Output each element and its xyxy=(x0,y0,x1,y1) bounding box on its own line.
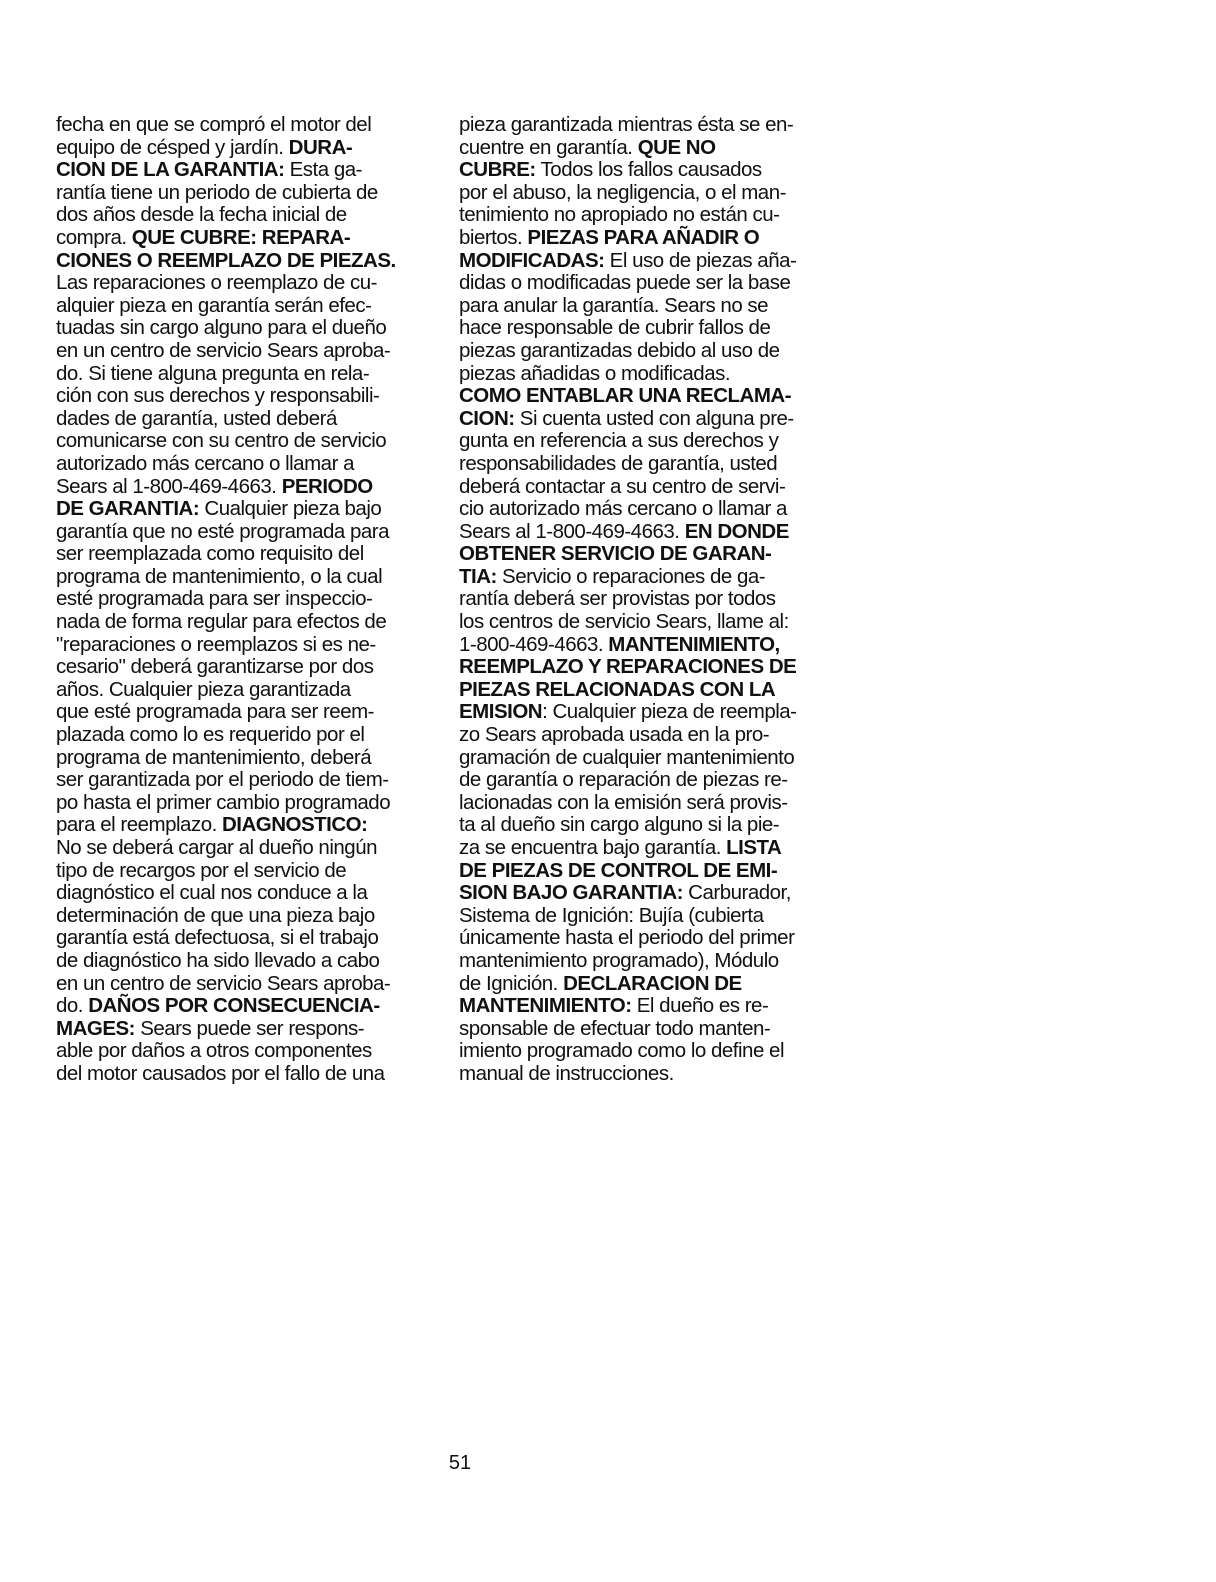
text-line xyxy=(56,1040,432,1063)
text-line xyxy=(56,679,432,702)
text-segment: alquier pieza en garantía serán efec- xyxy=(56,293,372,317)
text-line xyxy=(459,408,843,431)
text-line xyxy=(459,995,843,1018)
text-line xyxy=(56,1018,432,1041)
bold-heading-segment: COMO ENTABLAR UNA RECLAMA- xyxy=(459,384,792,408)
bold-heading-segment: DAÑOS POR CONSECUENCIA- xyxy=(88,994,380,1018)
text-segment: No se deberá cargar al dueño ningún xyxy=(56,836,377,859)
bold-heading-segment: MAGES: xyxy=(56,1016,135,1040)
bold-heading-segment: QUE CUBRE: REPARA- xyxy=(131,225,351,249)
text-line xyxy=(56,588,432,611)
text-line xyxy=(56,250,432,273)
bold-heading-segment: DE GARANTIA: xyxy=(56,497,200,521)
text-line xyxy=(56,1063,432,1086)
text-segment: compra. xyxy=(56,225,132,249)
bold-heading-segment: CUBRE: xyxy=(459,158,536,182)
text-line xyxy=(56,114,432,137)
text-segment: garantía está defectuosa, si el trabajo xyxy=(56,926,379,950)
bold-heading-segment: SION BAJO GARANTIA: xyxy=(459,881,683,905)
text-line xyxy=(459,295,843,318)
text-segment: Las reparaciones o reemplazo de cu- xyxy=(56,271,377,295)
text-line xyxy=(459,114,843,137)
text-line xyxy=(459,1040,843,1063)
text-segment: rantía tiene un periodo de cubierta de xyxy=(56,180,378,204)
text-line xyxy=(56,295,432,318)
bold-heading-segment: REEMPLAZO Y REPARACIONES DE xyxy=(459,655,797,679)
text-segment: nada de forma regular para efectos de xyxy=(56,610,387,634)
text-line xyxy=(459,882,843,905)
text-segment: mantenimiento programado), Módulo xyxy=(459,948,779,972)
text-line xyxy=(459,769,843,792)
text-segment: autorizado más cercano o llamar a xyxy=(56,451,354,475)
text-segment: responsabilidades de garantía, usted xyxy=(459,451,778,475)
text-line xyxy=(459,837,843,860)
text-segment: ser garantizada por el periodo de tiem- xyxy=(56,768,389,792)
text-segment: ta al dueño sin cargo alguno si la pie- xyxy=(459,813,780,837)
text-segment: Sears al 1-800-469-4663. xyxy=(459,519,685,543)
text-segment: años. Cualquier pieza garantizada xyxy=(56,677,351,701)
text-line xyxy=(56,204,432,227)
text-segment: equipo de césped y jardín. xyxy=(56,135,289,159)
text-line xyxy=(459,521,843,544)
text-segment: dos años desde la fecha inicial de xyxy=(56,203,347,227)
text-line xyxy=(459,137,843,160)
text-line xyxy=(459,860,843,883)
text-line xyxy=(459,476,843,499)
bold-heading-segment: QUE NO xyxy=(637,135,716,159)
text-line xyxy=(459,453,843,476)
text-line xyxy=(459,566,843,589)
text-segment: piezas garantizadas debido al uso de xyxy=(459,338,780,362)
text-segment: de Ignición. xyxy=(459,971,564,995)
text-segment: za se encuentra bajo garantía. xyxy=(459,836,727,859)
text-line xyxy=(459,950,843,973)
text-segment: cuentre en garantía. xyxy=(459,135,638,159)
text-segment: que esté programada para ser reem- xyxy=(56,700,375,724)
text-segment: los centros de servicio Sears, llame al: xyxy=(459,610,789,634)
text-segment: Sears puede ser respons- xyxy=(135,1016,365,1040)
text-line xyxy=(459,1018,843,1041)
text-line xyxy=(56,656,432,679)
text-line xyxy=(56,385,432,408)
text-segment: cesario" deberá garantizarse por dos xyxy=(56,655,374,679)
bold-heading-segment: EMISION xyxy=(459,700,543,724)
text-segment: piezas añadidas o modificadas. xyxy=(459,361,731,385)
text-line xyxy=(459,227,843,250)
text-line xyxy=(459,182,843,205)
text-segment: biertos. xyxy=(459,225,528,249)
text-segment: de garantía o reparación de piezas re- xyxy=(459,768,788,792)
bold-heading-segment: EN DONDE xyxy=(684,519,789,543)
text-line xyxy=(459,701,843,724)
text-line xyxy=(459,498,843,521)
text-segment: able por daños a otros componentes xyxy=(56,1039,372,1063)
text-line xyxy=(459,814,843,837)
right-text-column xyxy=(459,114,843,1086)
text-segment: "reparaciones o reemplazos si es ne- xyxy=(56,632,376,656)
bold-heading-segment: MANTENIMIENTO: xyxy=(459,994,632,1018)
text-line xyxy=(459,430,843,453)
text-segment: Servicio o reparaciones de ga- xyxy=(496,564,766,588)
text-line xyxy=(56,543,432,566)
text-line xyxy=(56,995,432,1018)
text-segment: El uso de piezas aña- xyxy=(604,248,797,272)
text-segment: para anular la garantía. Sears no se xyxy=(459,293,769,317)
text-segment: Esta ga- xyxy=(284,158,362,182)
text-segment: zo Sears aprobada usada en la pro- xyxy=(459,723,770,747)
text-line xyxy=(459,543,843,566)
text-line xyxy=(56,566,432,589)
bold-heading-segment: DURA- xyxy=(288,135,353,159)
text-line xyxy=(56,634,432,657)
text-segment: esté programada para ser inspeccio- xyxy=(56,587,373,611)
text-line xyxy=(459,792,843,815)
text-line xyxy=(56,927,432,950)
text-segment: 1-800-469-4663. xyxy=(459,632,609,656)
text-segment: Si cuenta usted con alguna pre- xyxy=(514,406,794,430)
text-segment: únicamente hasta el periodo del primer xyxy=(459,926,795,950)
text-segment: cio autorizado más cercano o llamar a xyxy=(459,497,787,521)
text-segment: Cualquier pieza bajo xyxy=(199,497,382,521)
text-segment: do. Si tiene alguna pregunta en rela- xyxy=(56,361,370,385)
text-segment: tenimiento no apropiado no están cu- xyxy=(459,203,780,227)
text-line xyxy=(56,317,432,340)
text-line xyxy=(56,498,432,521)
text-segment: diagnóstico el cual nos conduce a la xyxy=(56,881,368,905)
text-line xyxy=(56,408,432,431)
bold-heading-segment: LISTA xyxy=(726,836,782,859)
text-line xyxy=(56,227,432,250)
text-segment: para el reemplazo. xyxy=(56,813,222,837)
text-segment: deberá contactar a su centro de servi- xyxy=(459,474,786,498)
text-segment: plazada como lo es requerido por el xyxy=(56,723,365,747)
text-line xyxy=(56,521,432,544)
text-segment: Sistema de Ignición: Bujía (cubierta xyxy=(459,903,764,927)
bold-heading-segment: PIEZAS PARA AÑADIR O xyxy=(527,225,760,249)
text-segment: del motor causados por el fallo de una xyxy=(56,1061,385,1085)
bold-heading-segment: TIA: xyxy=(459,564,497,588)
text-segment: dades de garantía, usted deberá xyxy=(56,406,337,430)
text-segment: imiento programado como lo define el xyxy=(459,1039,784,1063)
bold-heading-segment: DE PIEZAS DE CONTROL DE EMI- xyxy=(459,858,778,882)
text-segment: do. xyxy=(56,994,89,1018)
text-line xyxy=(56,476,432,499)
bold-heading-segment: OBTENER SERVICIO DE GARAN- xyxy=(459,542,772,566)
text-segment: lacionadas con la emisión será provis- xyxy=(459,790,788,814)
text-line xyxy=(56,837,432,860)
text-line xyxy=(56,137,432,160)
text-line xyxy=(56,701,432,724)
text-line xyxy=(56,814,432,837)
text-line xyxy=(56,611,432,634)
text-line xyxy=(56,950,432,973)
text-segment: programa de mantenimiento, deberá xyxy=(56,745,372,769)
page-number: 51 xyxy=(448,1452,472,1474)
text-line xyxy=(56,340,432,363)
text-line xyxy=(459,656,843,679)
text-line xyxy=(56,769,432,792)
bold-heading-segment: DECLARACION DE xyxy=(563,971,742,995)
bold-heading-segment: CIONES O REEMPLAZO DE PIEZAS. xyxy=(56,248,396,272)
text-segment: gramación de cualquier mantenimiento xyxy=(459,745,795,769)
bold-heading-segment: CION: xyxy=(459,406,515,430)
text-segment: por el abuso, la negligencia, o el man- xyxy=(459,180,786,204)
bold-heading-segment: PIEZAS RELACIONADAS CON LA xyxy=(459,677,776,701)
text-line xyxy=(459,905,843,928)
text-segment: gunta en referencia a sus derechos y xyxy=(459,429,779,453)
text-segment: comunicarse con su centro de servicio xyxy=(56,429,387,453)
text-segment: sponsable de efectuar todo manten- xyxy=(459,1016,771,1040)
text-segment: El dueño es re- xyxy=(631,994,769,1018)
text-segment: Sears al 1-800-469-4663. xyxy=(56,474,282,498)
text-line xyxy=(459,159,843,182)
bold-heading-segment: DIAGNOSTICO: xyxy=(221,813,368,837)
text-line xyxy=(459,250,843,273)
text-segment: en un centro de servicio Sears aproba- xyxy=(56,971,391,995)
text-segment: didas o modificadas puede ser la base xyxy=(459,271,791,295)
text-segment: programa de mantenimiento, o la cual xyxy=(56,564,383,588)
bold-heading-segment: MANTENIMIENTO, xyxy=(608,632,780,656)
bold-heading-segment: PERIODO xyxy=(281,474,373,498)
text-line xyxy=(459,363,843,386)
text-line xyxy=(56,724,432,747)
left-text-column xyxy=(56,114,432,1086)
text-line xyxy=(56,860,432,883)
text-line xyxy=(459,927,843,950)
text-line xyxy=(459,1063,843,1086)
text-segment: Carburador, xyxy=(682,881,791,905)
text-segment: : Cualquier pieza de reempla- xyxy=(542,700,797,724)
text-segment: Todos los fallos causados xyxy=(535,158,762,182)
text-segment: pieza garantizada mientras ésta se en- xyxy=(459,113,794,136)
text-segment: tuadas sin cargo alguno para el dueño xyxy=(56,316,387,340)
text-line xyxy=(56,430,432,453)
text-line xyxy=(56,182,432,205)
text-line xyxy=(459,272,843,295)
text-segment: ción con sus derechos y responsabili- xyxy=(56,384,380,408)
text-line xyxy=(56,272,432,295)
text-line xyxy=(459,385,843,408)
text-segment: hace responsable de cubrir fallos de xyxy=(459,316,771,340)
text-line xyxy=(459,634,843,657)
text-segment: ser reemplazada como requisito del xyxy=(56,542,364,566)
text-line xyxy=(56,905,432,928)
bold-heading-segment: CION DE LA GARANTIA: xyxy=(56,158,285,182)
text-line xyxy=(459,679,843,702)
text-line xyxy=(56,747,432,770)
text-segment: rantía deberá ser provistas por todos xyxy=(459,587,776,611)
text-line xyxy=(56,159,432,182)
text-segment: garantía que no esté programada para xyxy=(56,519,390,543)
bold-heading-segment: MODIFICADAS: xyxy=(459,248,605,272)
text-line xyxy=(459,973,843,996)
text-line xyxy=(56,453,432,476)
text-line xyxy=(459,588,843,611)
text-line xyxy=(459,340,843,363)
text-line xyxy=(459,611,843,634)
text-line xyxy=(56,973,432,996)
text-segment: de diagnóstico ha sido llevado a cabo xyxy=(56,948,380,972)
text-line xyxy=(56,882,432,905)
text-line xyxy=(459,724,843,747)
text-line xyxy=(56,792,432,815)
text-line xyxy=(459,747,843,770)
text-segment: manual de instrucciones. xyxy=(459,1061,674,1085)
text-segment: determinación de que una pieza bajo xyxy=(56,903,375,927)
text-line xyxy=(459,204,843,227)
text-line xyxy=(459,317,843,340)
text-line xyxy=(56,363,432,386)
text-segment: fecha en que se compró el motor del xyxy=(56,113,372,136)
text-segment: en un centro de servicio Sears aproba- xyxy=(56,338,391,362)
text-segment: tipo de recargos por el servicio de xyxy=(56,858,347,882)
text-segment: po hasta el primer cambio programado xyxy=(56,790,391,814)
